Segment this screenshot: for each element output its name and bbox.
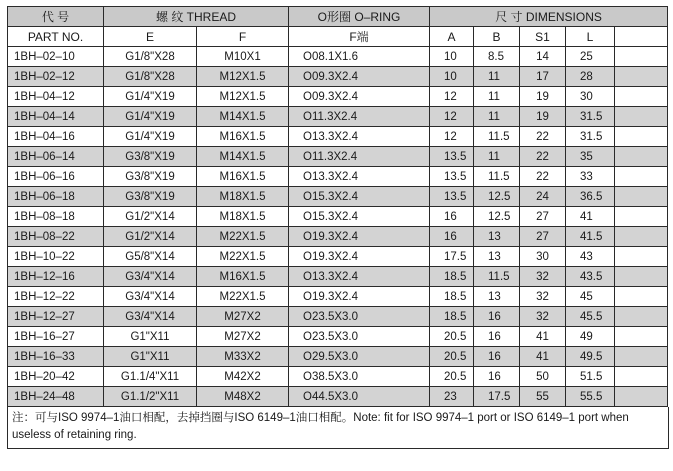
cell-dim-l: 33 [566,167,615,187]
header-row-sub [8,27,668,47]
cell-oring: O38.5X3.0 [289,367,430,387]
table-row [8,67,668,87]
cell-dim-l: 41 [566,207,615,227]
cell-oring: O11.3X2.4 [289,147,430,167]
cell-oring: O09.3X2.4 [289,87,430,107]
cell-dim-s1: 24 [520,187,566,207]
cell-thread-f: M22X1.5 [197,247,289,267]
cell-dim-b: 11 [474,147,520,167]
cell-dim-l: 49 [566,327,615,347]
cell-dim-b: 16 [474,367,520,387]
table-row [8,227,668,247]
cell-oring: O19.3X2.4 [289,247,430,267]
cell-blank [615,227,668,247]
table-row [8,247,668,267]
cell-dim-l: 45 [566,287,615,307]
header-part-cn: 代 号 [8,7,104,27]
table-row [8,347,668,367]
cell-dim-s1: 22 [520,147,566,167]
cell-dim-b: 11 [474,107,520,127]
cell-thread-f: M42X2 [197,367,289,387]
cell-oring: O15.3X2.4 [289,187,430,207]
cell-part-no: 1BH–12–16 [8,267,104,287]
cell-dim-a: 13.5 [430,147,474,167]
cell-thread-e: G1/4"X19 [104,87,197,107]
cell-oring: O08.1X1.6 [289,47,430,67]
header-dimensions: 尺 寸 DIMENSIONS [430,7,668,27]
cell-dim-a: 20.5 [430,327,474,347]
cell-dim-b: 13 [474,247,520,267]
cell-blank [615,147,668,167]
cell-dim-a: 23 [430,387,474,407]
cell-dim-a: 17.5 [430,247,474,267]
cell-blank [615,67,668,87]
header-thread: 螺 纹 THREAD [104,7,289,27]
header-f-end: F端 [289,27,430,47]
table-row [8,367,668,387]
cell-oring: O13.3X2.4 [289,127,430,147]
cell-thread-e: G1.1/2"X11 [104,387,197,407]
cell-dim-b: 13 [474,227,520,247]
cell-thread-e: G1.1/4"X11 [104,367,197,387]
cell-dim-l: 28 [566,67,615,87]
cell-dim-l: 45.5 [566,307,615,327]
cell-part-no: 1BH–12–27 [8,307,104,327]
cell-dim-s1: 22 [520,127,566,147]
cell-blank [615,127,668,147]
cell-part-no: 1BH–02–10 [8,47,104,67]
cell-thread-e: G3/8"X19 [104,167,197,187]
cell-oring: O23.5X3.0 [289,307,430,327]
cell-thread-f: M27X2 [197,327,289,347]
cell-dim-s1: 19 [520,107,566,127]
cell-dim-b: 11.5 [474,167,520,187]
table-row [8,167,668,187]
cell-oring: O44.5X3.0 [289,387,430,407]
cell-dim-l: 51.5 [566,367,615,387]
cell-dim-s1: 27 [520,207,566,227]
cell-blank [615,207,668,227]
cell-blank [615,167,668,187]
cell-dim-s1: 32 [520,307,566,327]
header-l: L [566,27,615,47]
cell-blank [615,267,668,287]
cell-blank [615,187,668,207]
cell-oring: O19.3X2.4 [289,287,430,307]
cell-thread-f: M12X1.5 [197,87,289,107]
cell-thread-f: M33X2 [197,347,289,367]
cell-thread-f: M16X1.5 [197,127,289,147]
cell-oring: O23.5X3.0 [289,327,430,347]
header-f: F [197,27,289,47]
cell-blank [615,327,668,347]
cell-part-no: 1BH–06–18 [8,187,104,207]
cell-part-no: 1BH–04–12 [8,87,104,107]
cell-thread-f: M12X1.5 [197,67,289,87]
cell-oring: O13.3X2.4 [289,267,430,287]
cell-dim-b: 16 [474,347,520,367]
cell-dim-s1: 50 [520,367,566,387]
footnote: 注：可与ISO 9974–1油口相配，去掉挡圈与ISO 6149–1油口相配。Note: fit for ISO 9974–1 port or ISO 6149–1 port when useless of retaining ring. [7,407,669,449]
cell-dim-a: 18.5 [430,267,474,287]
cell-oring: O09.3X2.4 [289,67,430,87]
header-blank [615,27,668,47]
cell-thread-e: G1/8"X28 [104,67,197,87]
cell-dim-a: 12 [430,127,474,147]
header-b: B [474,27,520,47]
cell-thread-f: M16X1.5 [197,167,289,187]
cell-dim-a: 12 [430,107,474,127]
cell-oring: O11.3X2.4 [289,107,430,127]
cell-blank [615,307,668,327]
cell-oring: O29.5X3.0 [289,347,430,367]
cell-dim-a: 18.5 [430,287,474,307]
cell-dim-l: 49.5 [566,347,615,367]
cell-oring: O19.3X2.4 [289,227,430,247]
cell-thread-e: G3/8"X19 [104,147,197,167]
cell-dim-s1: 27 [520,227,566,247]
cell-dim-l: 25 [566,47,615,67]
cell-dim-a: 20.5 [430,347,474,367]
cell-thread-f: M18X1.5 [197,187,289,207]
cell-part-no: 1BH–16–33 [8,347,104,367]
cell-dim-b: 11 [474,87,520,107]
cell-dim-l: 30 [566,87,615,107]
cell-thread-e: G1"X11 [104,327,197,347]
cell-blank [615,387,668,407]
cell-thread-e: G1/2"X14 [104,207,197,227]
cell-thread-e: G1/2"X14 [104,227,197,247]
table-row [8,387,668,407]
cell-part-no: 1BH–04–16 [8,127,104,147]
cell-thread-e: G3/4"X14 [104,287,197,307]
header-s1: S1 [520,27,566,47]
header-e: E [104,27,197,47]
cell-dim-l: 41.5 [566,227,615,247]
cell-dim-s1: 22 [520,167,566,187]
header-row-main [8,7,668,27]
table-row [8,147,668,167]
dimension-table [7,6,668,407]
spec-sheet [7,6,667,449]
table-row [8,327,668,347]
cell-part-no: 1BH–06–16 [8,167,104,187]
cell-thread-e: G5/8"X14 [104,247,197,267]
cell-part-no: 1BH–12–22 [8,287,104,307]
cell-thread-e: G1/4"X19 [104,127,197,147]
cell-blank [615,47,668,67]
cell-dim-l: 55.5 [566,387,615,407]
cell-dim-b: 8.5 [474,47,520,67]
cell-thread-f: M22X1.5 [197,287,289,307]
cell-dim-a: 13.5 [430,187,474,207]
cell-blank [615,287,668,307]
cell-part-no: 1BH–08–18 [8,207,104,227]
header-a: A [430,27,474,47]
cell-thread-e: G3/8"X19 [104,187,197,207]
cell-dim-s1: 14 [520,47,566,67]
cell-dim-b: 16 [474,327,520,347]
cell-dim-a: 10 [430,47,474,67]
cell-dim-l: 43.5 [566,267,615,287]
table-row [8,307,668,327]
cell-part-no: 1BH–02–12 [8,67,104,87]
cell-dim-b: 11.5 [474,267,520,287]
cell-dim-s1: 41 [520,347,566,367]
cell-thread-e: G1/8"X28 [104,47,197,67]
cell-blank [615,347,668,367]
table-row [8,207,668,227]
cell-thread-f: M48X2 [197,387,289,407]
cell-dim-a: 16 [430,207,474,227]
cell-dim-a: 18.5 [430,307,474,327]
cell-thread-e: G3/4"X14 [104,307,197,327]
cell-dim-b: 11 [474,67,520,87]
cell-dim-s1: 19 [520,87,566,107]
cell-dim-a: 12 [430,87,474,107]
cell-oring: O13.3X2.4 [289,167,430,187]
cell-thread-f: M14X1.5 [197,107,289,127]
table-row [8,187,668,207]
table-row [8,107,668,127]
cell-blank [615,107,668,127]
cell-blank [615,367,668,387]
table-body [8,47,668,407]
cell-dim-b: 11.5 [474,127,520,147]
table-row [8,267,668,287]
table-row [8,87,668,107]
table-row [8,127,668,147]
cell-dim-s1: 30 [520,247,566,267]
cell-thread-f: M14X1.5 [197,147,289,167]
cell-dim-b: 16 [474,307,520,327]
cell-blank [615,87,668,107]
cell-dim-b: 12.5 [474,187,520,207]
cell-thread-e: G1/4"X19 [104,107,197,127]
cell-dim-l: 43 [566,247,615,267]
cell-part-no: 1BH–24–48 [8,387,104,407]
cell-dim-l: 31.5 [566,107,615,127]
cell-thread-f: M16X1.5 [197,267,289,287]
cell-dim-l: 31.5 [566,127,615,147]
cell-thread-f: M18X1.5 [197,207,289,227]
cell-dim-l: 35 [566,147,615,167]
cell-thread-e: G3/4"X14 [104,267,197,287]
cell-part-no: 1BH–06–14 [8,147,104,167]
cell-part-no: 1BH–16–27 [8,327,104,347]
cell-dim-a: 13.5 [430,167,474,187]
cell-thread-f: M27X2 [197,307,289,327]
cell-dim-a: 20.5 [430,367,474,387]
cell-dim-b: 13 [474,287,520,307]
cell-dim-s1: 32 [520,267,566,287]
cell-thread-f: M22X1.5 [197,227,289,247]
cell-dim-b: 12.5 [474,207,520,227]
cell-blank [615,247,668,267]
cell-part-no: 1BH–04–14 [8,107,104,127]
table-row [8,47,668,67]
cell-dim-a: 16 [430,227,474,247]
cell-thread-e: G1"X11 [104,347,197,367]
cell-part-no: 1BH–20–42 [8,367,104,387]
cell-part-no: 1BH–10–22 [8,247,104,267]
cell-part-no: 1BH–08–22 [8,227,104,247]
cell-dim-s1: 17 [520,67,566,87]
cell-dim-s1: 32 [520,287,566,307]
cell-thread-f: M10X1 [197,47,289,67]
table-row [8,287,668,307]
cell-dim-a: 10 [430,67,474,87]
cell-dim-l: 36.5 [566,187,615,207]
cell-dim-b: 17.5 [474,387,520,407]
cell-oring: O15.3X2.4 [289,207,430,227]
header-part-en: PART NO. [8,27,104,47]
cell-dim-s1: 55 [520,387,566,407]
cell-dim-s1: 41 [520,327,566,347]
header-oring: O形圈 O–RING [289,7,430,27]
